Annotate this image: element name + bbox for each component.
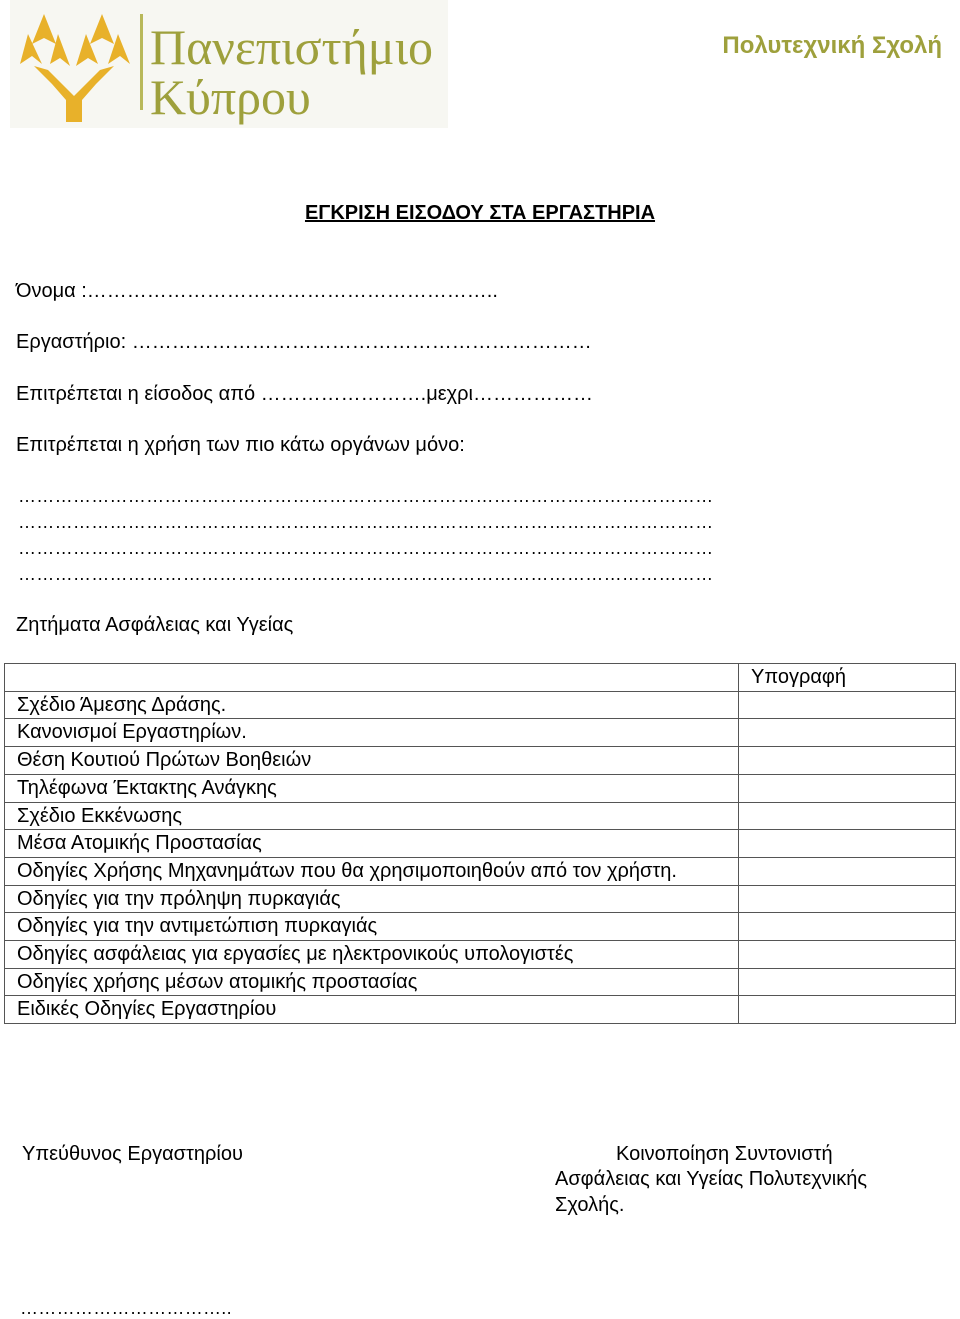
logo-divider xyxy=(140,14,143,110)
table-row xyxy=(5,857,956,885)
notify-line-3: Σχολής. xyxy=(555,1194,625,1216)
signature-cell xyxy=(739,747,956,775)
signature-cell xyxy=(739,968,956,996)
table-row xyxy=(5,691,956,719)
table-row xyxy=(5,913,956,941)
dot-line: …………………………………………………………………………………………………… xyxy=(18,512,714,532)
university-logo xyxy=(10,0,448,128)
document-title: ΕΓΚΡΙΣΗ ΕΙΣΟΔΟΥ ΣΤΑ ΕΡΓΑΣΤΗΡΙΑ xyxy=(304,202,656,224)
safety-item: Οδηγίες ασφάλειας για εργασίες με ηλεκτρονικούς υπολογιστές xyxy=(5,941,739,969)
notify-line-2: Ασφάλειας και Υγείας Πολυτεχνικής xyxy=(555,1168,867,1190)
safety-item: Σχέδιο Άμεσης Δράσης. xyxy=(5,691,739,719)
signature-cell xyxy=(739,802,956,830)
safety-item: Οδηγίες Χρήσης Μηχανημάτων που θα χρησιμοποιηθούν από τον χρήστη. xyxy=(5,857,739,885)
logo-university-line2: Κύπρου xyxy=(150,69,311,125)
safety-heading: Ζητήματα Ασφάλειας και Υγείας xyxy=(16,614,294,636)
dot-line: …………………………………………………………………………………………………… xyxy=(18,538,714,558)
dot-line: …………………………………………………………………………………………………… xyxy=(18,486,714,506)
signature-cell xyxy=(739,691,956,719)
lab-manager-label: Υπεύθυνος Εργαστηρίου xyxy=(22,1143,243,1165)
signature-cell xyxy=(739,885,956,913)
table-row xyxy=(5,747,956,775)
safety-item: Οδηγίες για την πρόληψη πυρκαγιάς xyxy=(5,885,739,913)
lab-field: Εργαστήριο: …………………………………………………………… xyxy=(16,331,592,353)
table-cell xyxy=(5,664,739,692)
notify-line-1: Κοινοποίηση Συντονιστή xyxy=(616,1143,833,1165)
table-row xyxy=(5,941,956,969)
table-row xyxy=(5,774,956,802)
dot-line: …………………………………………………………………………………………………… xyxy=(18,564,714,584)
logo-university-line1: Πανεπιστήμιο xyxy=(150,19,434,75)
signature-cell xyxy=(739,774,956,802)
safety-item: Οδηγίες χρήσης μέσων ατομικής προστασίας xyxy=(5,968,739,996)
signature-cell xyxy=(739,913,956,941)
table-row xyxy=(5,885,956,913)
table-row xyxy=(5,664,956,692)
safety-item: Μέσα Ατομικής Προστασίας xyxy=(5,830,739,858)
signature-cell xyxy=(739,830,956,858)
safety-table xyxy=(4,663,956,1024)
safety-item: Ειδικές Οδηγίες Εργαστηρίου xyxy=(5,996,739,1024)
table-row xyxy=(5,968,956,996)
safety-item: Οδηγίες για την αντιμετώπιση πυρκαγιάς xyxy=(5,913,739,941)
table-row xyxy=(5,830,956,858)
safety-item: Θέση Κουτιού Πρώτων Βοηθειών xyxy=(5,747,739,775)
name-field: Όνομα :…………………………………………………….. xyxy=(16,280,498,302)
signature-dots: …………………………….. xyxy=(20,1298,232,1318)
safety-item: Σχέδιο Εκκένωσης xyxy=(5,802,739,830)
faculty-name: Πολυτεχνική Σχολή xyxy=(722,32,942,59)
safety-item: Κανονισμοί Εργαστηρίων. xyxy=(5,719,739,747)
signature-cell xyxy=(739,719,956,747)
access-period-field: Επιτρέπεται η είσοδος από …………………….μεχρι……………… xyxy=(16,383,593,405)
table-row xyxy=(5,719,956,747)
safety-item: Τηλέφωνα Έκτακτης Ανάγκης xyxy=(5,774,739,802)
signature-cell xyxy=(739,941,956,969)
tree-emblem-icon xyxy=(14,4,134,124)
table-row xyxy=(5,802,956,830)
table-row xyxy=(5,996,956,1024)
signature-cell xyxy=(739,857,956,885)
signature-header: Υπογραφή xyxy=(739,664,956,692)
signature-cell xyxy=(739,996,956,1024)
instruments-label: Επιτρέπεται η χρήση των πιο κάτω οργάνων μόνο: xyxy=(16,434,465,456)
